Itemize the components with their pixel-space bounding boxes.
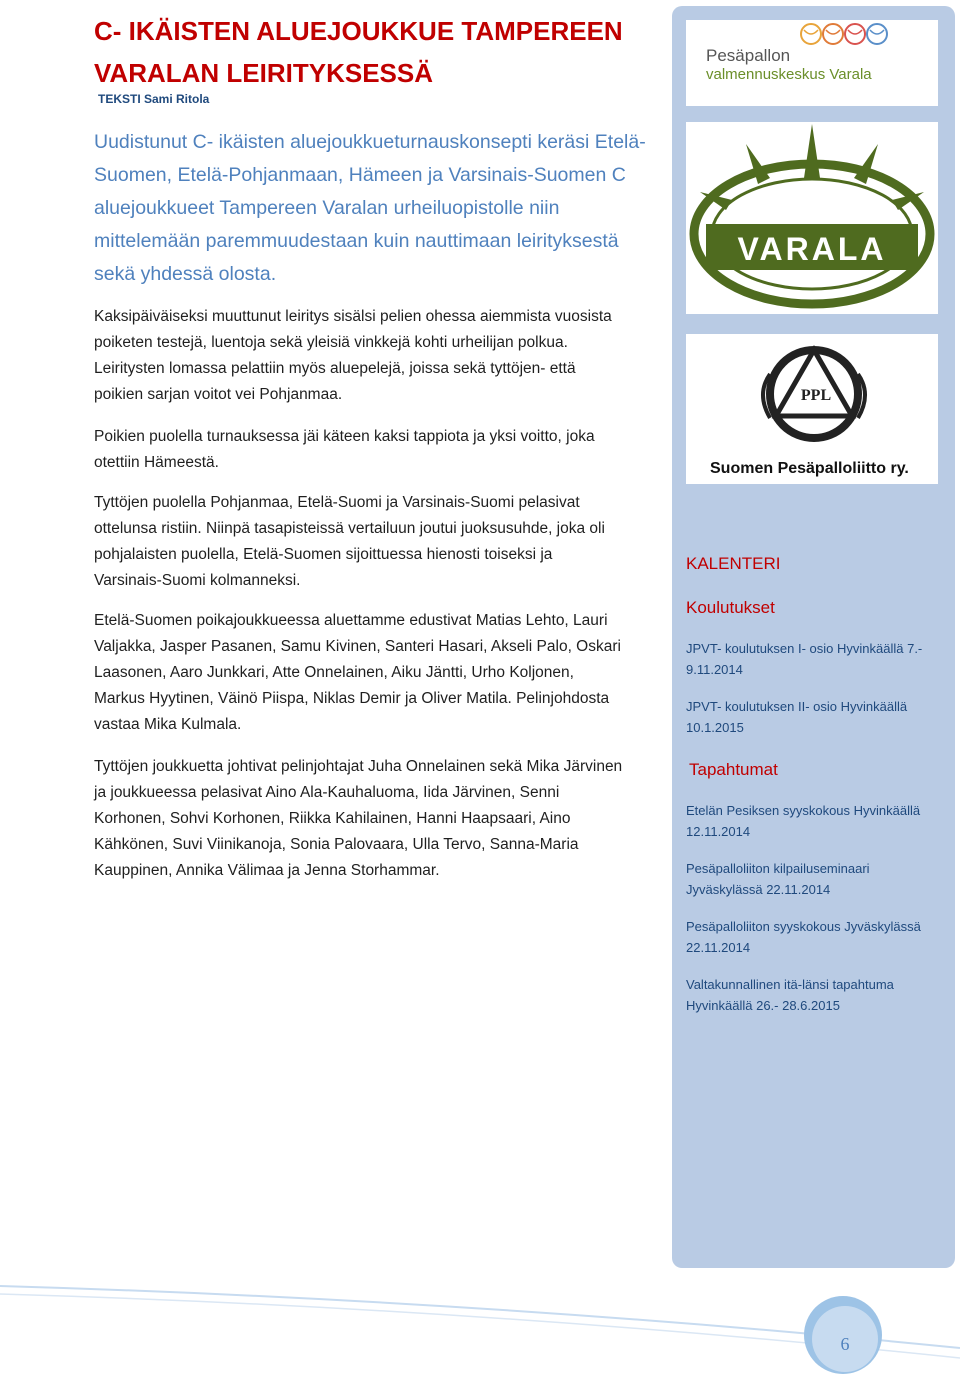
- courses-heading: Koulutukset: [686, 598, 775, 617]
- course-item: JPVT- koulutuksen I- osio Hyvinkäällä 7.- 9.11.2014: [686, 641, 923, 677]
- body-paragraph: Etelä-Suomen poikajoukkueessa aluettamme edustivat Matias Lehto, Lauri Valjakka, Jasper Pasanen, Samu Kivinen, Santeri Hasari, Akseli Palo, Oskari Laasonen, Aaro Junkkari, Atte Onnelainen, Aiku Jäntti, Urho Koljonen, Markus Hyytinen, Väinö Piispa, Niklas Demir ja Oliver Matila. Pelinjohdosta vastaa Mika Kulmala.: [94, 612, 621, 733]
- valmennuskeskus-logo: [686, 20, 938, 106]
- event-item: Pesäpalloliiton syyskokous Jyväskylässä 22.11.2014: [686, 919, 921, 955]
- calendar-heading: KALENTERI: [686, 554, 781, 573]
- course-item: JPVT- koulutuksen II- osio Hyvinkäällä 10.1.2015: [686, 699, 908, 735]
- article-title: C- IKÄISTEN ALUEJOUKKUE TAMPEREEN VARALAN LEIRITYKSESSÄ: [94, 16, 623, 88]
- varala-logo: [686, 122, 938, 314]
- varala-emblem: [686, 122, 938, 314]
- body-paragraph: Kaksipäiväiseksi muuttunut leiritys sisälsi pelien ohessa aiemmista vuosista poiketen testejä, luentoja sekä yleisiä vinkkejä kohti urheilijan polkua. Leiritysten lomassa pelattiin myös aluepelejä, joissa sekä tyttöjen- että poikien sarjan voitot vei Pohjanmaa.: [94, 308, 612, 403]
- events-heading: Tapahtumat: [689, 760, 778, 779]
- ppl-monogram: PPL: [800, 387, 832, 404]
- pesapalloliitto-logo: [686, 334, 938, 484]
- body-paragraph: Tyttöjen joukkuetta johtivat pelinjohtajat Juha Onnelainen sekä Mika Järvinen ja joukkueessa pelasivat Aino Ala-Kauhaluoma, Iida Järvinen, Senni Korhonen, Sohvi Korhonen, Riikka Kahilainen, Hanni Haapsaari, Aino Kähkönen, Suvi Viinikanoja, Sonia Palovaara, Ulla Tervo, Sanna-Maria Kauppinen, Annika Välimaa ja Jenna Storhammar.: [94, 758, 623, 879]
- ppl-emblem: [686, 334, 938, 454]
- event-item: Pesäpalloliiton kilpailuseminaari Jyväskylässä 22.11.2014: [686, 861, 870, 897]
- logo-text-line1: Pesäpallon: [706, 46, 791, 65]
- byline: TEKSTI Sami Ritola: [98, 92, 210, 106]
- body-paragraph: Tyttöjen puolella Pohjanmaa, Etelä-Suomi ja Varsinais-Suomi pelasivat ottelunsa ristiin. Niinpä tasapisteissä vertailuun joutui juoksusuhde, joka oli pohjalaisten puolella, Etelä-Suomen sijoittuessa hienosti toiseksi ja Varsinais-Suomi kolmanneksi.: [94, 494, 605, 589]
- varala-wordmark: VARALA: [737, 231, 887, 267]
- event-item: Etelän Pesiksen syyskokous Hyvinkäällä 12.11.2014: [686, 803, 921, 839]
- logo-text-line2: valmennuskeskus Varala: [706, 66, 872, 83]
- page-number: 6: [840, 1334, 850, 1354]
- ppl-name: Suomen Pesäpalloliitto ry.: [710, 460, 909, 477]
- lead-paragraph: Uudistunut C- ikäisten aluejoukkueturnauskonsepti keräsi Etelä-Suomen, Etelä-Pohjanmaan, Hämeen ja Varsinais-Suomen C aluejoukkueet Tampereen Varalan urheiluopistolle niin mittelemään paremmuudestaan kuin nauttimaan leirityksestä sekä yhdessä olosta.: [94, 131, 646, 285]
- event-item: Valtakunnallinen itä-länsi tapahtuma Hyvinkäällä 26.- 28.6.2015: [686, 977, 894, 1013]
- body-paragraph: Poikien puolella turnauksessa jäi käteen kaksi tappiota ja yksi voitto, joka otettiin Hämeestä.: [94, 428, 595, 471]
